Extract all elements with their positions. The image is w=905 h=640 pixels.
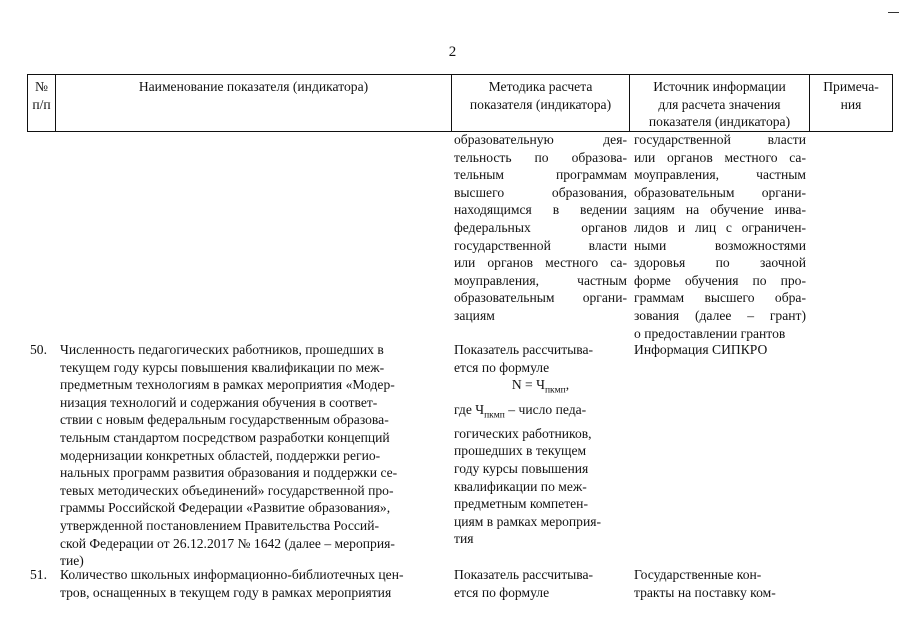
header-method: Методика расчета показателя (индикатора) [452,75,630,132]
table-header [27,74,893,132]
continuation-source: государственной власти или органов местного са- моуправления, частным образовательным органи- зациям на обучение инва- лидов и лиц с ограничен- ными возможностями здоровья по заочной форме обучения по про- граммам высшего обра- зования (далее – грант) о предоставлении грантов [634,132,806,341]
header-num: № п/п [28,75,56,132]
row-51-method: Показатель рассчитыва- ется по формуле [454,567,594,600]
header-source: Источник информации для расчета значения показателя (индикатора) [630,75,810,132]
row-51-name: Количество школьных информационно-библиотечных цен- тров, оснащенных в текущем году в рамках мероприятия [60,567,404,600]
header-name: Наименование показателя (индикатора) [56,75,452,132]
row-50-method: Показатель рассчитыва- ется по формуле $N = Ч_{пкмп}$, где $Ч_{пкмп}$ – число педа- гогических работников, прошедших в текущем году курсы повышения квалификации по меж- предметным компетен- циям в рамках мероприя- тия [454,341,627,548]
row-51-number: 51. [30,567,47,582]
formula: $N = Ч_{пкмп}$, [511,377,570,396]
row-50-number: 50. [30,342,47,357]
row-50-source: Информация СИПКРО [634,342,768,357]
header-note: Примеча- ния [810,75,893,132]
row-51-source: Государственные кон- тракты на поставку ком- [634,567,776,600]
formula-definition: где $Ч_{пкмп}$ – число педа- [454,401,587,421]
page-number: 2 [448,44,457,60]
continuation-method: образовательную дея- тельность по образова- тельным программам высшего образования, находящимся в ведении федеральных органов государственной власти или органов местного са- моуправления, частным образовательным органи- зациям [454,132,627,323]
row-50-name: Численность педагогических работников, прошедших в текущем году курсы повышения квалификации по меж- предметным технологиям в рамках мероприятия «Модер- низация технологий и содержания обучения в соответ- ствии с новым федеральным государственным образова- тельным стандартом посредством разработки концепций модернизации конкретных областей, поддержки регио- нальных программ развития образования и поддержки се- тевых методических объединений» государственной про- граммы Российской Федерации «Развитие образования», утвержденной постановлением Правительства Россий- ской Федерации от 26.12.2017 № 1642 (далее – мероприя- тие) [60,342,398,569]
corner-mark [888,12,899,13]
